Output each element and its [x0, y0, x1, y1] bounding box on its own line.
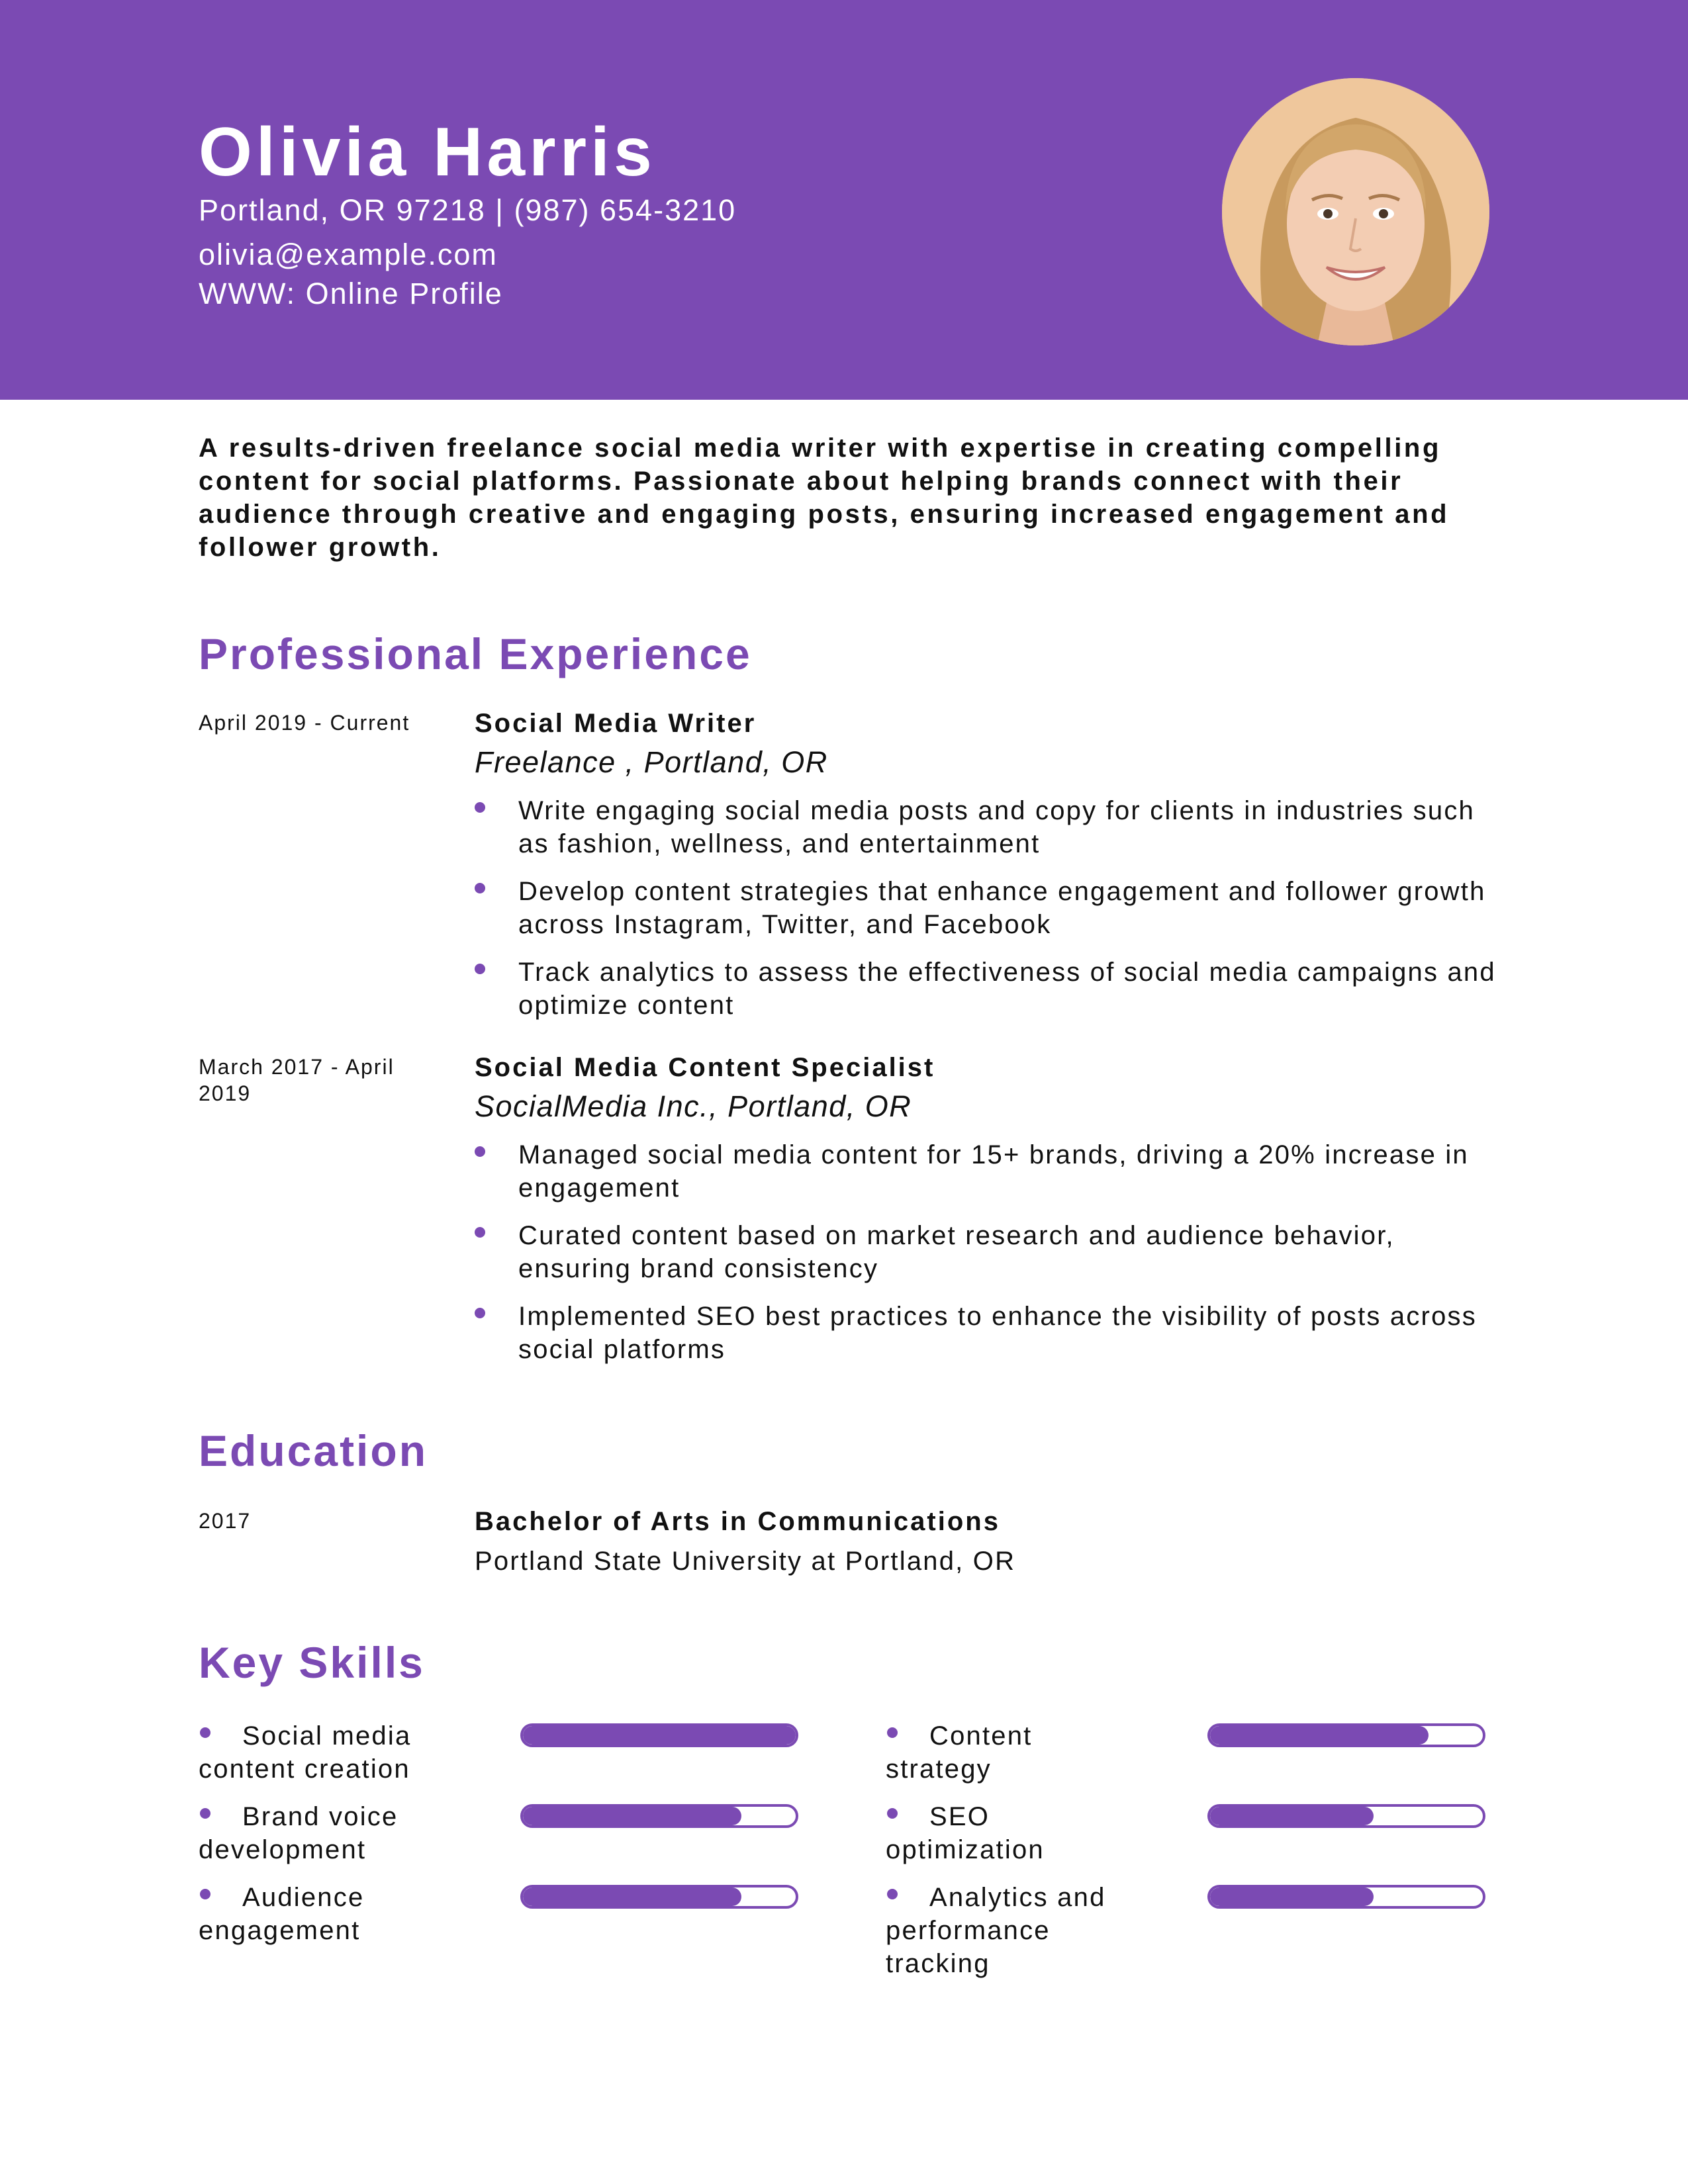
skill-level-bar — [520, 1885, 798, 1909]
bullet-dot-icon — [475, 883, 485, 893]
professional-summary: A results-driven freelance social media writer with expertise in creating compelling content for social platforms. Passionate about helping brands connect with their audience through creative and engaging posts, ensuring increased engagement and follower growth. — [199, 433, 1450, 562]
bullet-dot-icon — [475, 802, 485, 813]
job-title: Social Media Writer — [475, 709, 757, 738]
bullet-dot-icon — [200, 1889, 211, 1899]
profile-photo — [1222, 78, 1489, 345]
list-item: Implemented SEO best practices to enhance the visibility of posts across social platforms — [475, 1300, 1507, 1366]
skill-level-fill — [523, 1726, 796, 1745]
portrait-illustration — [1222, 78, 1489, 345]
bullet-dot-icon — [475, 1227, 485, 1238]
candidate-name: Olivia Harris — [199, 114, 656, 191]
bullet-dot-icon — [200, 1808, 211, 1819]
job-employer: Freelance , Portland, OR — [475, 745, 828, 779]
skill-level-fill — [1210, 1726, 1429, 1745]
skill-item: Content strategy — [886, 1721, 1033, 1784]
skill-level-bar — [520, 1804, 798, 1828]
section-title-experience: Professional Experience — [199, 629, 752, 678]
skill-item: Social media content creation — [199, 1721, 412, 1784]
website-link[interactable]: WWW: Online Profile — [199, 277, 503, 310]
skill-level-fill — [523, 1888, 741, 1906]
location-phone: Portland, OR 97218 | (987) 654-3210 — [199, 193, 737, 227]
list-item: Track analytics to assess the effectiveness of social media campaigns and optimize content — [475, 956, 1507, 1022]
bullet-dot-icon — [475, 964, 485, 974]
skill-item: Analytics and performance tracking — [886, 1883, 1106, 1978]
email-link[interactable]: olivia@example.com — [199, 238, 498, 271]
job-bullets — [475, 794, 1507, 1036]
job-bullets — [475, 1138, 1507, 1381]
skill-item: Brand voice development — [199, 1802, 399, 1864]
job-dates: April 2019 - Current — [199, 711, 410, 735]
section-title-education: Education — [199, 1426, 428, 1475]
skill-level-bar — [1207, 1723, 1485, 1747]
header-banner — [0, 0, 1688, 400]
job-dates: March 2017 - April 2019 — [199, 1055, 395, 1105]
skill-level-bar — [520, 1723, 798, 1747]
list-item: Curated content based on market research and audience behavior, ensuring brand consistency — [475, 1219, 1507, 1285]
skill-level-fill — [1210, 1888, 1374, 1906]
section-title-skills: Key Skills — [199, 1638, 425, 1687]
bullet-dot-icon — [200, 1727, 211, 1738]
job-title: Social Media Content Specialist — [475, 1053, 935, 1082]
list-item: Write engaging social media posts and copy for clients in industries such as fashion, wellness, and entertainment — [475, 794, 1507, 860]
bullet-dot-icon — [887, 1889, 898, 1899]
skill-level-fill — [523, 1807, 741, 1825]
skill-level-bar — [1207, 1885, 1485, 1909]
bullet-dot-icon — [887, 1727, 898, 1738]
education-year: 2017 — [199, 1509, 252, 1533]
skill-item: Audience engagement — [199, 1883, 365, 1945]
school-name: Portland State University at Portland, OR — [475, 1547, 1016, 1576]
skill-level-fill — [1210, 1807, 1374, 1825]
list-item: Managed social media content for 15+ brands, driving a 20% increase in engagement — [475, 1138, 1507, 1205]
bullet-dot-icon — [887, 1808, 898, 1819]
bullet-dot-icon — [475, 1308, 485, 1318]
degree-title: Bachelor of Arts in Communications — [475, 1507, 1000, 1536]
list-item: Develop content strategies that enhance engagement and follower growth across Instagram, Twitter, and Facebook — [475, 875, 1507, 941]
skill-item: SEO optimization — [886, 1802, 1045, 1864]
bullet-dot-icon — [475, 1146, 485, 1157]
job-employer: SocialMedia Inc., Portland, OR — [475, 1089, 912, 1123]
skill-level-bar — [1207, 1804, 1485, 1828]
